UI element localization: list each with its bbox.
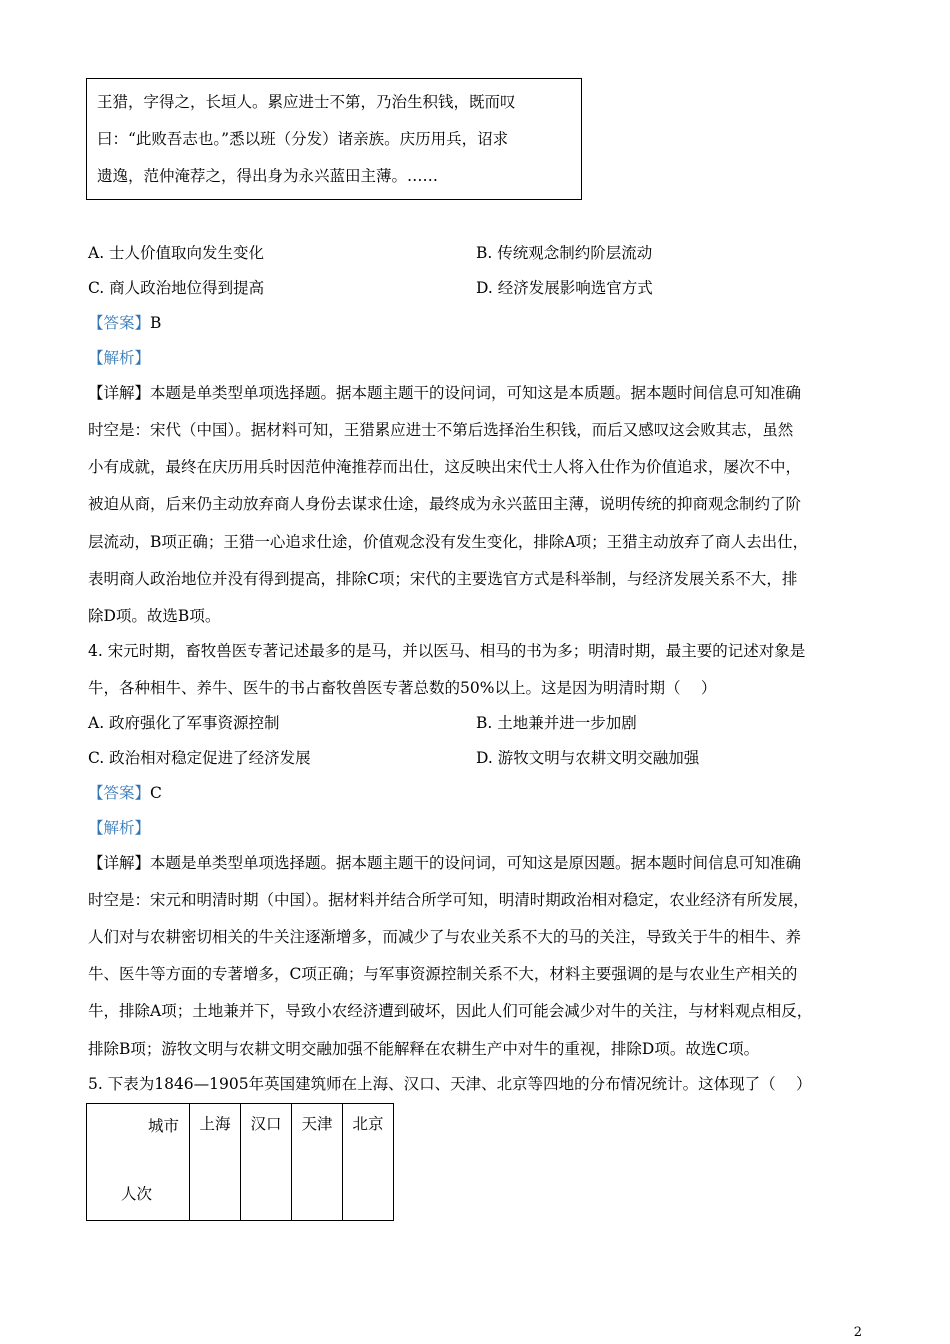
q5-table bbox=[86, 1103, 394, 1221]
city-hankou: 汉口 bbox=[241, 1104, 292, 1221]
q3-answer-label: 【答案】 bbox=[88, 314, 151, 332]
quote-line-1: 王猎，字得之，长垣人。累应进士不第，乃治生积钱，既而叹 bbox=[97, 93, 516, 111]
q4-option-d: D. 游牧文明与农耕文明交融加强 bbox=[476, 749, 700, 767]
table-header-cell bbox=[87, 1104, 190, 1221]
city-tianjin: 天津 bbox=[292, 1104, 343, 1221]
q4-answer-label: 【答案】 bbox=[88, 784, 151, 802]
page-number: 2 bbox=[853, 1325, 862, 1340]
q3-answer bbox=[88, 311, 161, 333]
quote-line-3: 遗逸，范仲淹荐之，得出身为永兴蓝田主薄。…… bbox=[97, 167, 439, 185]
q4-stem-line-1: 4. 宋元时期，畜牧兽医专著记述最多的是马，并以医马、相马的书为多；明清时期，最主要的记述对象是 bbox=[88, 642, 806, 660]
q4-option-c: C. 政治相对稳定促进了经济发展 bbox=[88, 749, 311, 767]
q3-detail-line-7: 除D项。故选B项。 bbox=[88, 607, 221, 625]
q4-detail-line-3: 人们对与农耕密切相关的牛关注逐渐增多，而减少了与农业关系不大的马的关注，导致关于牛的相牛、养 bbox=[88, 928, 802, 946]
q4-detail-line-1: 【详解】本题是单类型单项选择题。据本题主题干的设问词，可知这是原因题。据本题时间信息可知准确 bbox=[88, 854, 802, 872]
header-city: 城市 bbox=[147, 1117, 179, 1135]
q4-answer-value: C bbox=[150, 784, 162, 802]
q3-detail-line-6: 表明商人政治地位并没有得到提高，排除C项；宋代的主要选官方式是科举制，与经济发展关系不大，排 bbox=[88, 570, 798, 588]
quote-line-2: 曰：“此败吾志也。”悉以班（分发）诸亲族。庆历用兵，诏求 bbox=[97, 130, 509, 148]
q3-detail-line-2: 时空是：宋代（中国）。据材料可知，王猎累应进士不第后选择治生积钱，而后又感叹这会败其志，虽然 bbox=[88, 421, 794, 439]
q3-option-a: A. 士人价值取向发生变化 bbox=[88, 244, 265, 262]
q4-stem-line-2: 牛，各种相牛、养牛、医牛的书占畜牧兽医专著总数的50%以上。这是因为明清时期（ ） bbox=[88, 679, 717, 697]
q3-option-c: C. 商人政治地位得到提高 bbox=[88, 279, 265, 297]
q4-option-b: B. 土地兼并进一步加剧 bbox=[476, 714, 637, 732]
q3-option-b: B. 传统观念制约阶层流动 bbox=[476, 244, 653, 262]
q4-detail-line-5: 牛，排除A项；土地兼并下，导致小农经济遭到破坏，因此人们可能会减少对牛的关注，与材料观点相反， bbox=[88, 1002, 813, 1020]
q4-answer bbox=[88, 781, 162, 803]
q4-detail-line-4: 牛、医牛等方面的专著增多，C项正确；与军事资源控制关系不大，材料主要强调的是与农业生产相关的 bbox=[88, 965, 798, 983]
city-shanghai: 上海 bbox=[190, 1104, 241, 1221]
q4-detail-line-2: 时空是：宋元和明清时期（中国）。据材料并结合所学可知，明清时期政治相对稳定，农业经济有所发展， bbox=[88, 891, 809, 909]
q4-detail-line-6: 排除B项；游牧文明与农耕文明交融加强不能解释在农耕生产中对牛的重视，排除D项。故选C项。 bbox=[88, 1040, 760, 1058]
q3-detail-line-5: 层流动，B项正确；王猎一心追求仕途，价值观念没有发生变化，排除A项；王猎主动放弃了商人去出仕， bbox=[88, 533, 809, 551]
q4-option-a: A. 政府强化了军事资源控制 bbox=[88, 714, 280, 732]
city-beijing: 北京 bbox=[343, 1104, 394, 1221]
q3-analysis-label: 【解析】 bbox=[88, 349, 151, 367]
quote-box bbox=[86, 78, 582, 200]
q3-answer-value: B bbox=[150, 314, 162, 332]
q3-detail-line-4: 被迫从商，后来仍主动放弃商人身份去谋求仕途，最终成为永兴蓝田主薄，说明传统的抑商观念制约了阶 bbox=[88, 495, 802, 513]
header-count: 人次 bbox=[121, 1185, 153, 1203]
q5-stem: 5. 下表为1846—1905年英国建筑师在上海、汉口、天津、北京等四地的分布情况统计。这体现了（ ） bbox=[88, 1075, 812, 1093]
q3-detail-line-3: 小有成就，最终在庆历用兵时因范仲淹推荐而出仕，这反映出宋代士人将入仕作为价值追求，屡次不中， bbox=[88, 458, 802, 476]
q4-analysis-label: 【解析】 bbox=[88, 819, 151, 837]
q3-detail-line-1: 【详解】本题是单类型单项选择题。据本题主题干的设问词，可知这是本质题。据本题时间信息可知准确 bbox=[88, 384, 802, 402]
q3-option-d: D. 经济发展影响选官方式 bbox=[476, 279, 653, 297]
